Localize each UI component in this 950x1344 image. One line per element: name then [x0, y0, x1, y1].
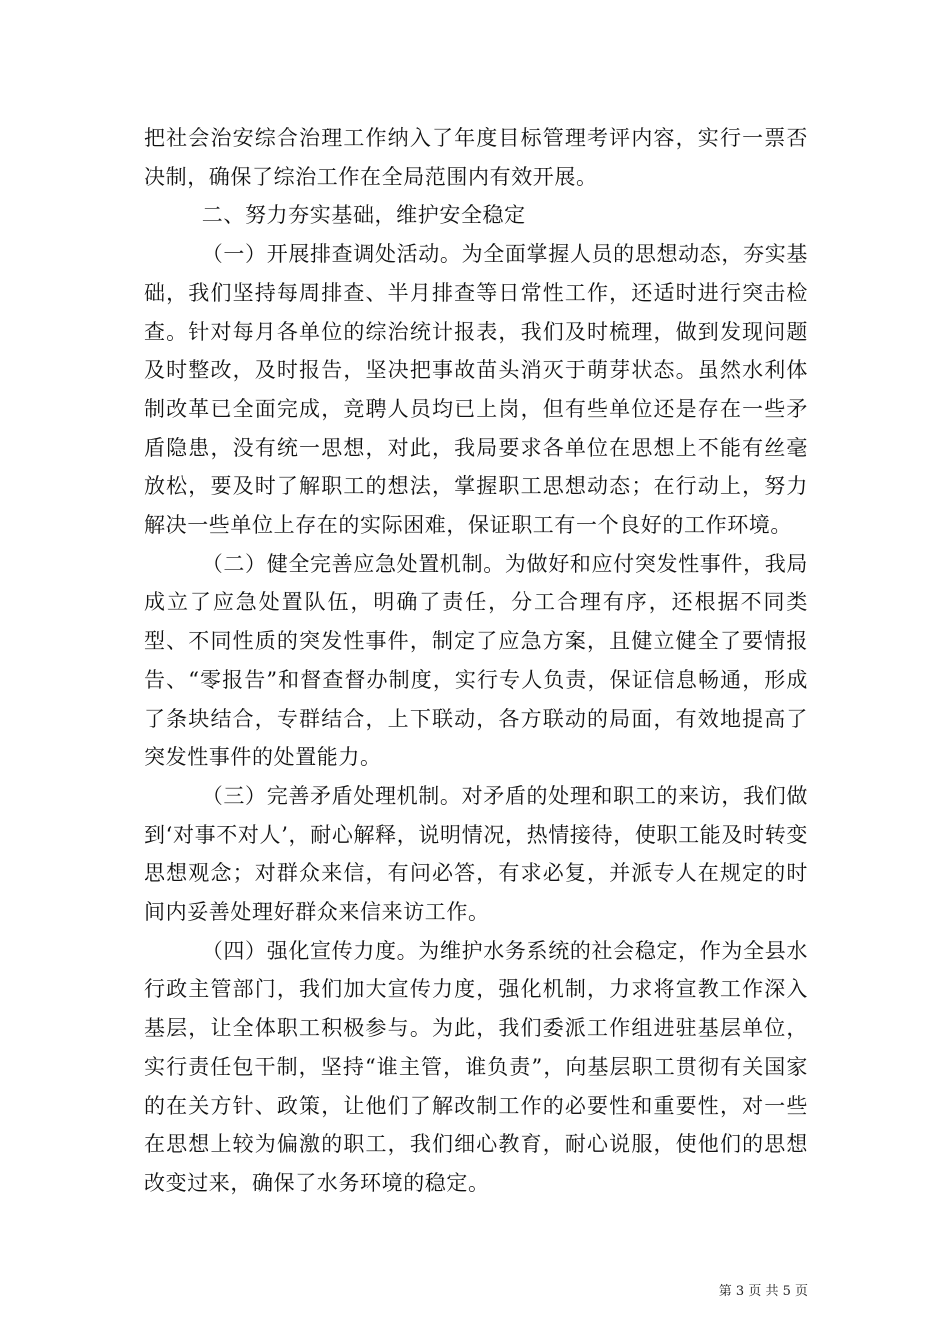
paragraph-publicity: （四）强化宣传力度。为维护水务系统的社会稳定，作为全县水行政主管部门，我们加大宣传力度，强化机制，力求将宣教工作深入基层，让全体职工积极参与。为此，我们委派工作组进驻基层单位，实行责任包干制，坚持“谁主管，谁负责”，向基层职工贯彻有关国家的在关方针、政策，让他们了解改制工作的必要性和重要性，对一些在思想上较为偏激的职工，我们细心教育，耐心说服，使他们的思想改变过来，确保了水务环境的稳定。: [144, 938, 808, 1195]
paragraph-continuation: 把社会治安综合治理工作纳入了年度目标管理考评内容，实行一票否决制，确保了综治工作在全局范围内有效开展。: [144, 126, 808, 189]
page-number-footer: 第 3 页 共 5 页: [718, 1284, 808, 1299]
paragraph-conflict-handling: （三）完善矛盾处理机制。对矛盾的处理和职工的来访，我们做到‘对事不对人’，耐心解释，说明情况，热情接待，使职工能及时转变思想观念；对群众来信，有问必答，有求必复，并派专人在规定的时间内妥善处理好群众来信来访工作。: [144, 783, 808, 925]
document-body: [144, 119, 808, 1203]
paragraph-investigation: （一）开展排查调处活动。为全面掌握人员的思想动态，夯实基础，我们坚持每周排查、半月排查等日常性工作，还适时进行突击检查。针对每月各单位的综治统计报表，我们及时梳理，做到发现问题及时整改，及时报告，坚决把事故苗头消灭于萌芽状态。虽然水利体制改革已全面完成，竞聘人员均已上岗，但有些单位还是存在一些矛盾隐患，没有统一思想，对此，我局要求各单位在思想上不能有丝毫放松，要及时了解职工的想法，掌握职工思想动态；在行动上，努力解决一些单位上存在的实际困难，保证职工有一个良好的工作环境。: [144, 242, 808, 538]
section-heading: 二、努力夯实基础，维护安全稳定: [201, 203, 526, 228]
paragraph-emergency-mechanism: （二）健全完善应急处置机制。为做好和应付突发性事件，我局成立了应急处置队伍，明确了责任，分工合理有序，还根据不同类型、不同性质的突发性事件，制定了应急方案，且健立健全了要情报告、“零报告”和督查督办制度，实行专人负责，保证信息畅通，形成了条块结合，专群结合，上下联动，各方联动的局面，有效地提高了突发性事件的处置能力。: [144, 551, 808, 770]
